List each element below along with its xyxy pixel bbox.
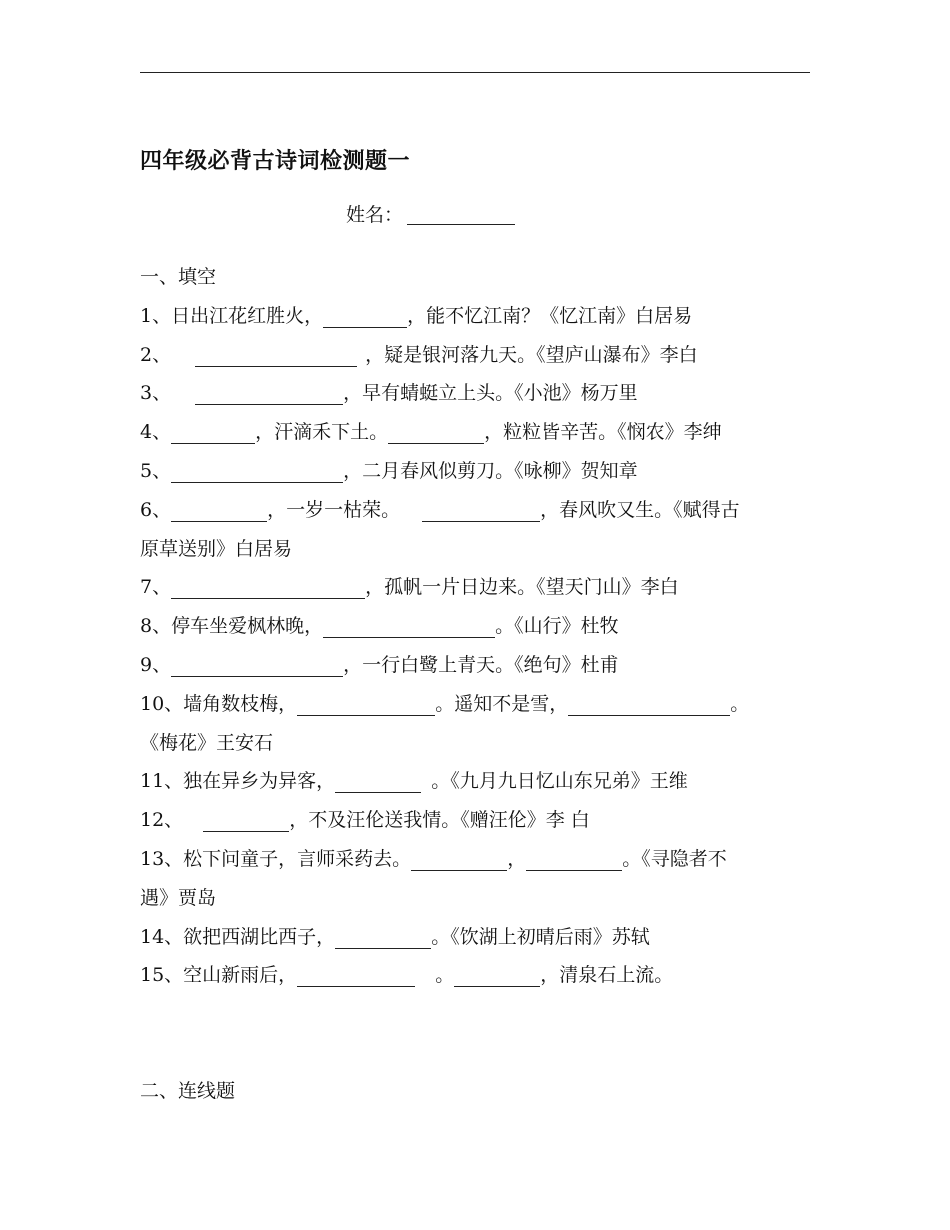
answer-blank[interactable]: [335, 770, 421, 793]
question-text: 。《九月九日忆山东兄弟》王维: [431, 770, 688, 793]
question-6-continued: 原草送别》白居易: [140, 537, 293, 560]
question-text: 5、: [140, 459, 172, 482]
question-text: 6、: [140, 498, 172, 521]
question-text: ，不及汪伦送我情。《赠汪伦》李 白: [289, 809, 590, 832]
question-7: [140, 568, 800, 607]
question-text: 10、墙角数枝梅，: [140, 692, 298, 715]
answer-blank[interactable]: [195, 382, 343, 405]
answer-blank[interactable]: [195, 344, 357, 367]
question-text: 9、: [140, 653, 172, 676]
name-label: 姓名：: [346, 204, 404, 226]
question-text: 8、停车坐爱枫林晚，: [140, 615, 324, 638]
name-blank[interactable]: [407, 204, 515, 225]
question-text: ，清泉石上流。: [540, 964, 674, 987]
question-text: ，一行白鹭上青天。《绝句》杜甫: [343, 653, 619, 676]
section-matching-heading: 二、连线题: [140, 1080, 236, 1102]
answer-blank[interactable]: [422, 499, 540, 522]
answer-blank[interactable]: [297, 693, 435, 716]
question-text: ，二月春风似剪刀。《咏柳》贺知章: [343, 459, 638, 482]
question-text: 7、: [140, 576, 172, 599]
answer-blank[interactable]: [411, 848, 507, 871]
question-15: [140, 956, 800, 995]
question-text: ，: [507, 847, 527, 870]
section-heading: 一、填空: [140, 266, 217, 288]
question-text: 14、欲把西湖比西子，: [140, 925, 336, 948]
question-text: 。《寻隐者不: [622, 847, 727, 870]
question-3: [140, 374, 800, 413]
question-2: [140, 336, 800, 375]
question-text: 15、空山新雨后，: [140, 964, 298, 987]
question-text: 。遥知不是雪，: [435, 692, 569, 715]
answer-blank[interactable]: [323, 305, 407, 328]
question-12: [140, 801, 800, 840]
question-text: ，能不忆江南？《忆江南》白居易: [407, 304, 693, 327]
answer-blank[interactable]: [297, 964, 415, 987]
question-text: 2、: [140, 343, 172, 366]
question-text: 12、: [140, 809, 184, 832]
question-text: 。: [435, 964, 455, 987]
name-row: [346, 200, 515, 227]
question-text: ，春风吹又生。《赋得古: [540, 498, 740, 521]
question-6: [140, 491, 800, 530]
answer-blank[interactable]: [171, 499, 267, 522]
question-text: 。《山行》杜牧: [495, 615, 619, 638]
question-1: [140, 297, 800, 336]
question-text: 11、独在异乡为异客，: [140, 770, 336, 793]
question-text: 4、: [140, 421, 172, 444]
answer-blank[interactable]: [323, 615, 495, 638]
question-4: [140, 413, 800, 452]
answer-blank[interactable]: [526, 848, 622, 871]
section-fill-in: [140, 258, 800, 995]
page-title: 四年级必背古诗词检测题一: [140, 149, 411, 174]
question-text: 。《饮湖上初晴后雨》苏轼: [431, 925, 650, 948]
answer-blank[interactable]: [568, 693, 730, 716]
question-14: [140, 918, 800, 957]
question-text: ，疑是银河落九天。《望庐山瀑布》李白: [365, 343, 698, 366]
answer-blank[interactable]: [171, 576, 365, 599]
question-text: 1、日出江花红胜火，: [140, 304, 324, 327]
question-text: ，粒粒皆辛苦。《悯农》李绅: [484, 421, 722, 444]
answer-blank[interactable]: [171, 421, 255, 444]
answer-blank[interactable]: [171, 654, 343, 677]
question-text: ，孤帆一片日边来。《望天门山》李白: [365, 576, 679, 599]
question-8: [140, 607, 800, 646]
header-rule: [140, 72, 810, 73]
question-text: 。: [730, 692, 750, 715]
question-10: [140, 685, 800, 724]
question-9: [140, 646, 800, 685]
question-text: 13、松下问童子，言师采药去。: [140, 847, 412, 870]
question-10-continued: 《梅花》王安石: [140, 731, 274, 754]
answer-blank[interactable]: [335, 926, 431, 949]
question-text: ，汗滴禾下土。: [255, 421, 389, 444]
question-5: [140, 452, 800, 491]
answer-blank[interactable]: [454, 964, 540, 987]
answer-blank[interactable]: [171, 460, 343, 483]
question-13-continued: 遇》贾岛: [140, 886, 217, 909]
question-text: ，早有蜻蜓立上头。《小池》杨万里: [343, 382, 638, 405]
answer-blank[interactable]: [203, 809, 289, 832]
answer-blank[interactable]: [388, 421, 484, 444]
question-text: 3、: [140, 382, 172, 405]
question-11: [140, 762, 800, 801]
question-13: [140, 840, 800, 879]
question-text: ，一岁一枯荣。: [267, 498, 401, 521]
